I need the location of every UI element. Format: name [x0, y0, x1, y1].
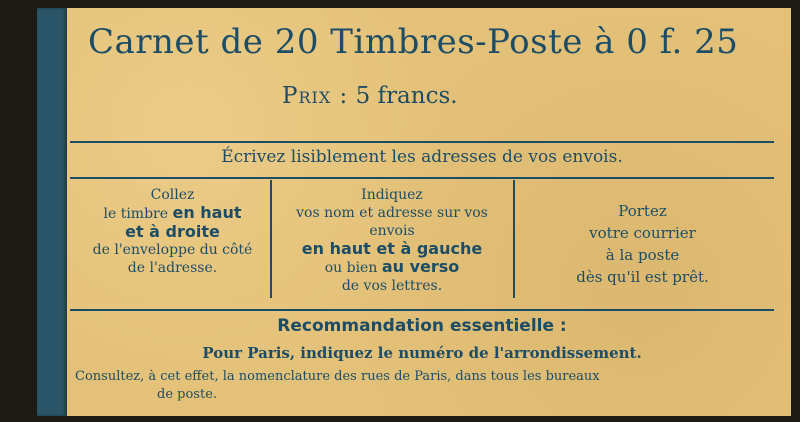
col1-line4: de l'enveloppe du côté [92, 242, 253, 258]
col2-line6: de vos lettres. [341, 278, 443, 294]
divider-middle [70, 177, 774, 179]
consult-line2: de poste. [157, 387, 218, 402]
instruction-column-stamp [75, 186, 270, 277]
booklet-title: Carnet de 20 Timbres-Poste à 0 f. 25 [88, 22, 739, 62]
col2-line4: en haut et à gauche [301, 239, 483, 258]
col3-line4: dès qu'il est prêt. [576, 268, 709, 286]
instruction-column-post [515, 200, 770, 288]
price-label: Prix : [282, 83, 349, 109]
col1-line2 [75, 204, 270, 223]
instruction-column-sender [272, 186, 512, 295]
booklet-spine [37, 8, 67, 416]
divider-top [70, 141, 774, 143]
paris-instruction: Pour Paris, indiquez le numéro de l'arrondissement. [202, 344, 642, 362]
consult-line1: Consultez, à cet effet, la nomenclature des rues de Paris, dans tous les bureaux [75, 369, 600, 384]
price-line [282, 83, 542, 109]
instruction-text: Écrivez lisiblement les adresses de vos envois. [221, 147, 623, 167]
consult-text [75, 368, 775, 404]
col3-line3: à la poste [605, 246, 680, 264]
divider-bottom [70, 309, 774, 311]
col2-line1: Indiquez [361, 187, 423, 203]
price-value: 5 francs. [355, 83, 458, 109]
col1-line5: de l'adresse. [127, 260, 218, 276]
col2-line2: vos nom et adresse sur vos [296, 205, 488, 221]
col1-line2-a: le timbre [103, 206, 173, 222]
col1-line3: et à droite [125, 222, 220, 241]
col2-line5-b: au verso [381, 257, 460, 276]
col3-line2: votre courrier [589, 224, 696, 242]
col2-line5 [272, 258, 512, 277]
recommendation-heading: Recommandation essentielle : [277, 316, 567, 336]
col2-line3: envois [369, 223, 415, 239]
col1-line2-b: en haut [172, 203, 242, 222]
col2-line5-a: ou bien [324, 260, 382, 276]
col1-line1: Collez [150, 187, 195, 203]
col3-line1: Portez [618, 202, 667, 220]
